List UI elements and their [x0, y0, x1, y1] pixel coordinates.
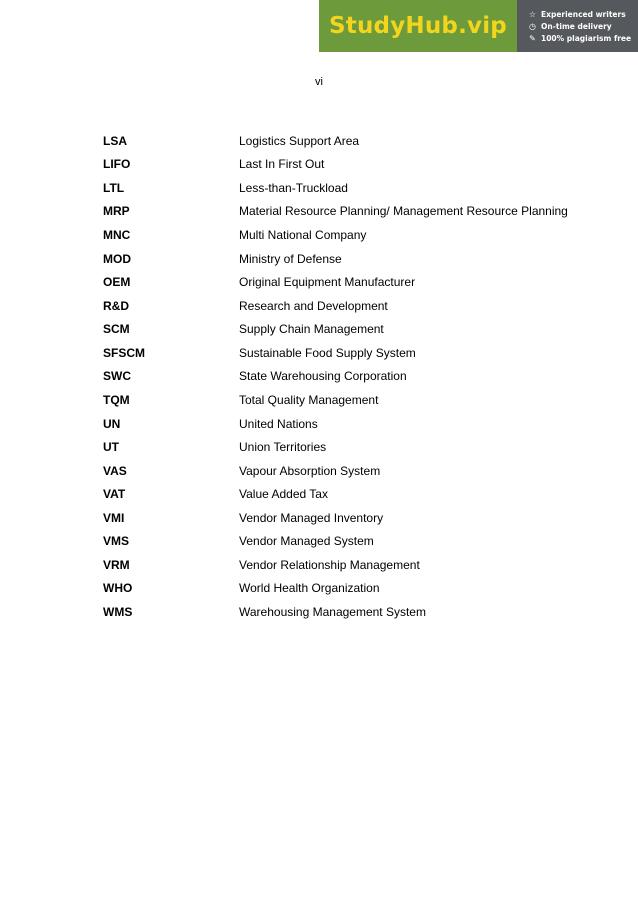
abbreviation-term: VRM	[103, 557, 130, 572]
abbreviation-definition: Research and Development	[239, 298, 388, 313]
abbreviation-definition: Union Territories	[239, 440, 327, 455]
feature-label: Experienced writers	[541, 9, 626, 19]
abbreviation-definition: Last In First Out	[239, 157, 325, 172]
abbreviation-term: LTL	[103, 180, 125, 195]
abbreviation-term: LIFO	[103, 157, 131, 172]
list-item	[103, 129, 583, 153]
feature-experienced-writers	[528, 10, 638, 19]
list-item	[103, 294, 583, 318]
clock-icon: ◷	[529, 21, 536, 31]
list-item	[103, 247, 583, 271]
abbreviation-term: MNC	[103, 228, 131, 243]
abbreviation-list	[103, 129, 583, 624]
abbreviation-definition: Material Resource Planning/ Management Resource Planning	[239, 204, 568, 219]
feature-on-time-delivery	[528, 22, 638, 31]
abbreviation-definition: Less-than-Truckload	[239, 180, 348, 195]
abbreviation-definition: Value Added Tax	[239, 487, 328, 502]
list-item	[103, 459, 583, 483]
list-item	[103, 600, 583, 624]
abbreviation-definition: Vendor Managed Inventory	[239, 510, 384, 525]
list-item	[103, 530, 583, 554]
abbreviation-term: VMS	[103, 534, 130, 549]
list-item	[103, 412, 583, 436]
feature-plagiarism-free	[528, 34, 638, 43]
abbreviation-definition: Original Equipment Manufacturer	[239, 275, 416, 290]
brand-name: StudyHub.vip	[329, 13, 507, 39]
abbreviation-term: MOD	[103, 251, 131, 266]
list-item	[103, 200, 583, 224]
list-item	[103, 176, 583, 200]
abbreviation-definition: Total Quality Management	[239, 392, 379, 407]
list-item	[103, 506, 583, 530]
list-item	[103, 388, 583, 412]
list-item	[103, 270, 583, 294]
abbreviation-term: SFSCM	[103, 345, 145, 360]
list-item	[103, 365, 583, 389]
star-icon: ☆	[528, 9, 537, 19]
list-item	[103, 223, 583, 247]
abbreviation-definition: Multi National Company	[239, 228, 367, 243]
abbreviation-definition: Logistics Support Area	[239, 133, 360, 148]
abbreviation-term: LSA	[103, 133, 127, 148]
abbreviation-term: UN	[103, 416, 121, 431]
abbreviation-term: WHO	[103, 581, 133, 596]
list-item	[103, 553, 583, 577]
feature-label: On-time delivery	[541, 21, 612, 31]
abbreviation-term: R&D	[103, 298, 129, 313]
list-item	[103, 341, 583, 365]
document-check-icon: ✎	[529, 33, 536, 43]
page-number: vi	[315, 76, 323, 88]
abbreviation-definition: State Warehousing Corporation	[239, 369, 407, 384]
abbreviation-term: UT	[103, 440, 119, 455]
list-item	[103, 482, 583, 506]
abbreviation-term: VAT	[103, 487, 126, 502]
abbreviation-term: SWC	[103, 369, 131, 384]
abbreviation-term: WMS	[103, 605, 133, 620]
abbreviation-definition: United Nations	[239, 416, 318, 431]
abbreviation-term: TQM	[103, 392, 130, 407]
abbreviation-definition: Vapour Absorption System	[239, 463, 381, 478]
abbreviation-definition: Ministry of Defense	[239, 251, 342, 266]
banner-brand-logo[interactable]	[319, 0, 517, 52]
abbreviation-term: VMI	[103, 510, 125, 525]
banner-features	[517, 0, 638, 52]
abbreviation-definition: Vendor Managed System	[239, 534, 374, 549]
abbreviation-definition: Vendor Relationship Management	[239, 557, 420, 572]
abbreviation-definition: Supply Chain Management	[239, 322, 384, 337]
abbreviation-term: MRP	[103, 204, 130, 219]
abbreviation-term: VAS	[103, 463, 127, 478]
list-item	[103, 318, 583, 342]
list-item	[103, 577, 583, 601]
abbreviation-definition: Sustainable Food Supply System	[239, 345, 416, 360]
feature-label: 100% plagiarism free	[541, 33, 632, 43]
studyhub-banner[interactable]	[319, 0, 638, 52]
abbreviation-term: OEM	[103, 275, 131, 290]
list-item	[103, 153, 583, 177]
abbreviation-definition: Warehousing Management System	[239, 605, 426, 620]
abbreviation-definition: World Health Organization	[239, 581, 380, 596]
abbreviation-term: SCM	[103, 322, 130, 337]
list-item	[103, 435, 583, 459]
